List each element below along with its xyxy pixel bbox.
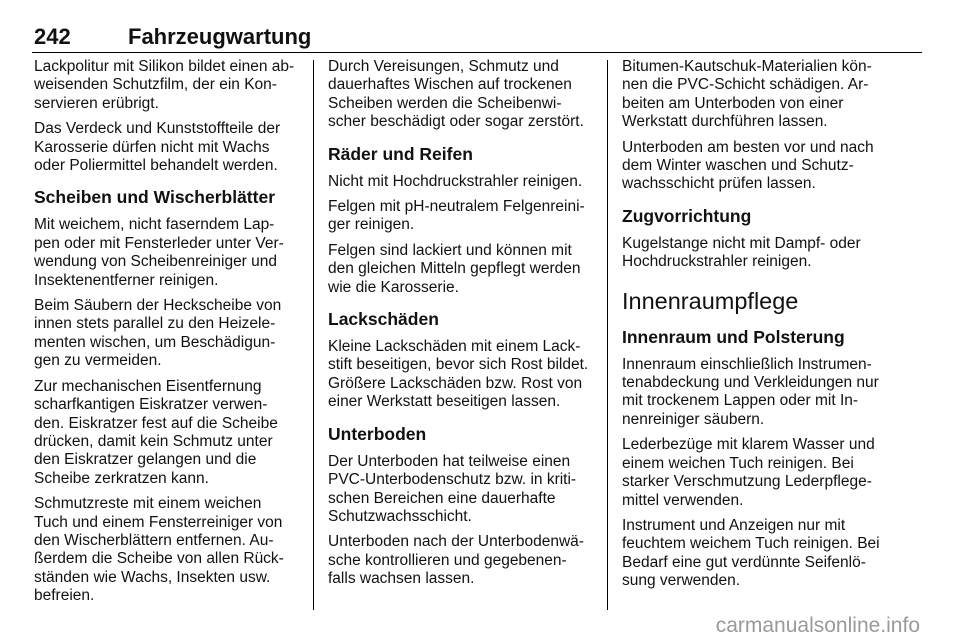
- paragraph-felgen-lackiert: Felgen sind lackiert und können mit den gleichen Mitteln gepflegt werden wie die Karosserie.: [328, 241, 581, 296]
- paragraph-felgen-reiniger: Felgen mit pH-neutralem Felgenreini- ger reinigen.: [328, 198, 585, 234]
- page-header: [32, 18, 922, 53]
- paragraph-silikon: Lackpolitur mit Silikon bildet einen ab- weisenden Schutzfilm, der ein Kon- servieren erübrigt.: [34, 58, 295, 112]
- column-3: [622, 58, 884, 598]
- heading-unterboden: Unterboden: [328, 423, 427, 444]
- paragraph-lederbezuege: Lederbezüge mit klarem Wasser und einem weichen Tuch reinigen. Bei starker Verschmutzung Lederpflege- mittel verwenden.: [622, 436, 875, 509]
- paragraph-bitumen: Bitumen-Kautschuk-Materialien kön- nen die PVC-Schicht schädigen. Ar- beiten am Unterboden von einer Werkstatt durchführen lassen.: [622, 58, 872, 131]
- heading-scheiben-wischerblaetter: Scheiben und Wischerblätter: [34, 187, 276, 208]
- paragraph-winter: Unterboden am besten vor und nach dem Winter waschen und Schutz- wachsschicht prüfen lassen.: [622, 138, 874, 193]
- heading-innenraumpflege: Innenraumpflege: [622, 287, 799, 314]
- paragraph-schmutzreste: Schmutzreste mit einem weichen Tuch und einem Fensterreiniger von den Wischerblättern entfernen. Au- ßerdem die Scheibe von allen Rück- ständen wie Wachs, Insekten usw. befreien.: [34, 495, 284, 605]
- column-1: [34, 58, 296, 613]
- chapter-title: Fahrzeugwartung: [128, 24, 312, 49]
- paragraph-vereisungen: Durch Vereisungen, Schmutz und dauerhaftes Wischen auf trockenen Scheiben werden die Scheibenwi- scher beschädigt oder sogar zerstört.: [328, 58, 584, 131]
- paragraph-unterbodenwaesche: Unterboden nach der Unterbodenwä- sche kontrollieren und gegebenen- falls wachsen lassen.: [328, 533, 584, 588]
- paragraph-eisentfernung: Zur mechanischen Eisentfernung scharfkantigen Eiskratzer verwen- den. Eiskratzer fest auf die Scheibe drücken, damit kein Schmutz unter den Eiskratzer gelangen und die Scheibe zerkratzen kann.: [34, 377, 278, 487]
- paragraph-lappen: Mit weichem, nicht faserndem Lap- pen oder mit Fensterleder unter Ver- wendung von Scheibenreiniger und Insektenentferner reinigen.: [34, 216, 284, 289]
- heading-lackschaeden: Lackschäden: [328, 309, 439, 330]
- page-number: 242: [34, 24, 71, 49]
- paragraph-pvc-schutz: Der Unterboden hat teilweise einen PVC-Unterbodenschutz bzw. in kriti- schen Bereichen eine dauerhafte Schutzwachsschicht.: [328, 452, 577, 525]
- column-2: [328, 58, 590, 596]
- paragraph-heckscheibe: Beim Säubern der Heckscheibe von innen stets parallel zu den Heizele- menten wischen, um Beschädigun- gen zu vermeiden.: [34, 297, 282, 370]
- paragraph-instrument: Instrument und Anzeigen nur mit feuchtem weichem Tuch reinigen. Bei Bedarf eine gut verdünnte Seifenlö- sung verwenden.: [622, 516, 880, 590]
- watermark: carmanualsonline.info: [715, 614, 920, 637]
- paragraph-verdeck: Das Verdeck und Kunststoffteile der Karosserie dürfen nicht mit Wachs oder Poliermittel behandelt werden.: [34, 120, 281, 175]
- paragraph-hochdruck: Nicht mit Hochdruckstrahler reinigen.: [328, 172, 583, 190]
- paragraph-kugelstange: Kugelstange nicht mit Dampf- oder Hochdruckstrahler reinigen.: [622, 234, 861, 271]
- heading-raeder-reifen: Räder und Reifen: [328, 143, 473, 164]
- paragraph-innenraum: Innenraum einschließlich Instrumen- tenabdeckung und Verkleidungen nur mit trockenem Lappen oder mit In- nenreiniger säubern.: [622, 355, 879, 428]
- paragraph-lackstift: Kleine Lackschäden mit einem Lack- stift beseitigen, bevor sich Rost bildet. Größere Lackschäden bzw. Rost von einer Werkstatt beseitigen lassen.: [328, 338, 589, 411]
- heading-innenraum-polsterung: Innenraum und Polsterung: [622, 326, 845, 347]
- column-divider-2: [607, 60, 608, 610]
- column-divider-1: [313, 60, 314, 610]
- heading-zugvorrichtung: Zugvorrichtung: [622, 205, 752, 226]
